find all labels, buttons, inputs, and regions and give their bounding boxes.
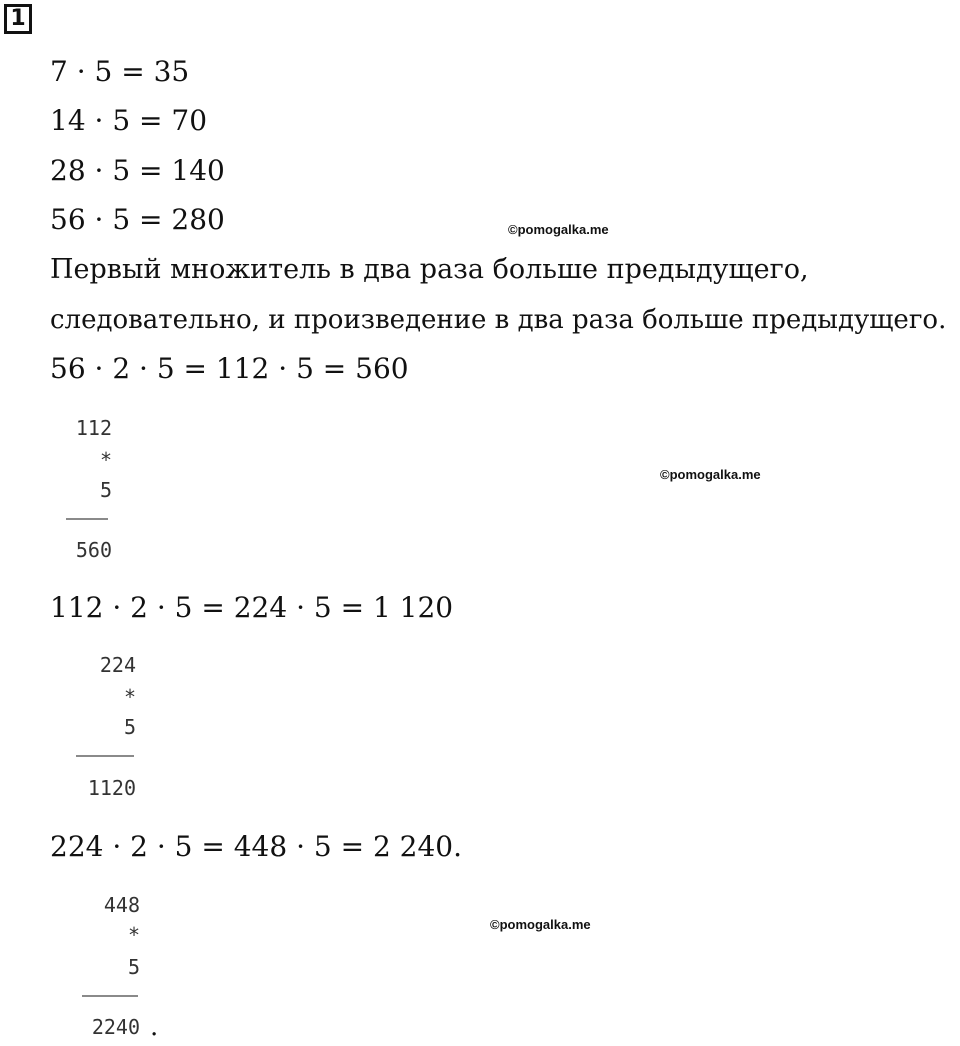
- column-multiplicand: 224: [99, 653, 136, 677]
- watermark-1: ©pomogalka.me: [508, 222, 609, 237]
- text-line-1: Первый множитель в два раза больше предыдущего,: [50, 254, 809, 285]
- column-multiplier: 5: [123, 715, 136, 739]
- text-line-2: следовательно, и произведение в два раза больше предыдущего.: [50, 305, 947, 335]
- equation-line-3: 28 · 5 = 140: [50, 154, 225, 187]
- watermark-2: ©pomogalka.me: [660, 467, 761, 482]
- column-multiplicand: 112: [75, 416, 112, 440]
- column-operator: *: [99, 448, 112, 472]
- equation-line-2: 14 · 5 = 70: [50, 104, 208, 137]
- final-period: .: [150, 1012, 159, 1042]
- column-rule: [82, 995, 138, 997]
- equation-line-7: 224 · 2 · 5 = 448 · 5 = 2 240.: [50, 830, 463, 863]
- column-multiplication-1: [60, 415, 112, 565]
- watermark-3: ©pomogalka.me: [490, 917, 591, 932]
- column-multiplication-3: [78, 892, 140, 1042]
- task-number-badge: 1: [4, 4, 32, 34]
- column-result: 1120: [87, 776, 136, 800]
- equation-line-1: 7 · 5 = 35: [50, 55, 190, 88]
- column-multiplier: 5: [127, 955, 140, 979]
- equation-line-4: 56 · 5 = 280: [50, 203, 225, 236]
- column-multiplication-2: [70, 652, 136, 802]
- column-multiplicand: 448: [103, 893, 140, 917]
- column-result: 560: [75, 538, 112, 562]
- equation-line-5: 56 · 2 · 5 = 112 · 5 = 560: [50, 352, 409, 385]
- column-rule: [66, 518, 108, 520]
- column-operator: *: [127, 923, 140, 947]
- column-rule: [76, 755, 134, 757]
- column-operator: *: [123, 685, 136, 709]
- column-multiplier: 5: [99, 478, 112, 502]
- equation-line-6: 112 · 2 · 5 = 224 · 5 = 1 120: [50, 591, 454, 624]
- column-result: 2240: [91, 1015, 140, 1039]
